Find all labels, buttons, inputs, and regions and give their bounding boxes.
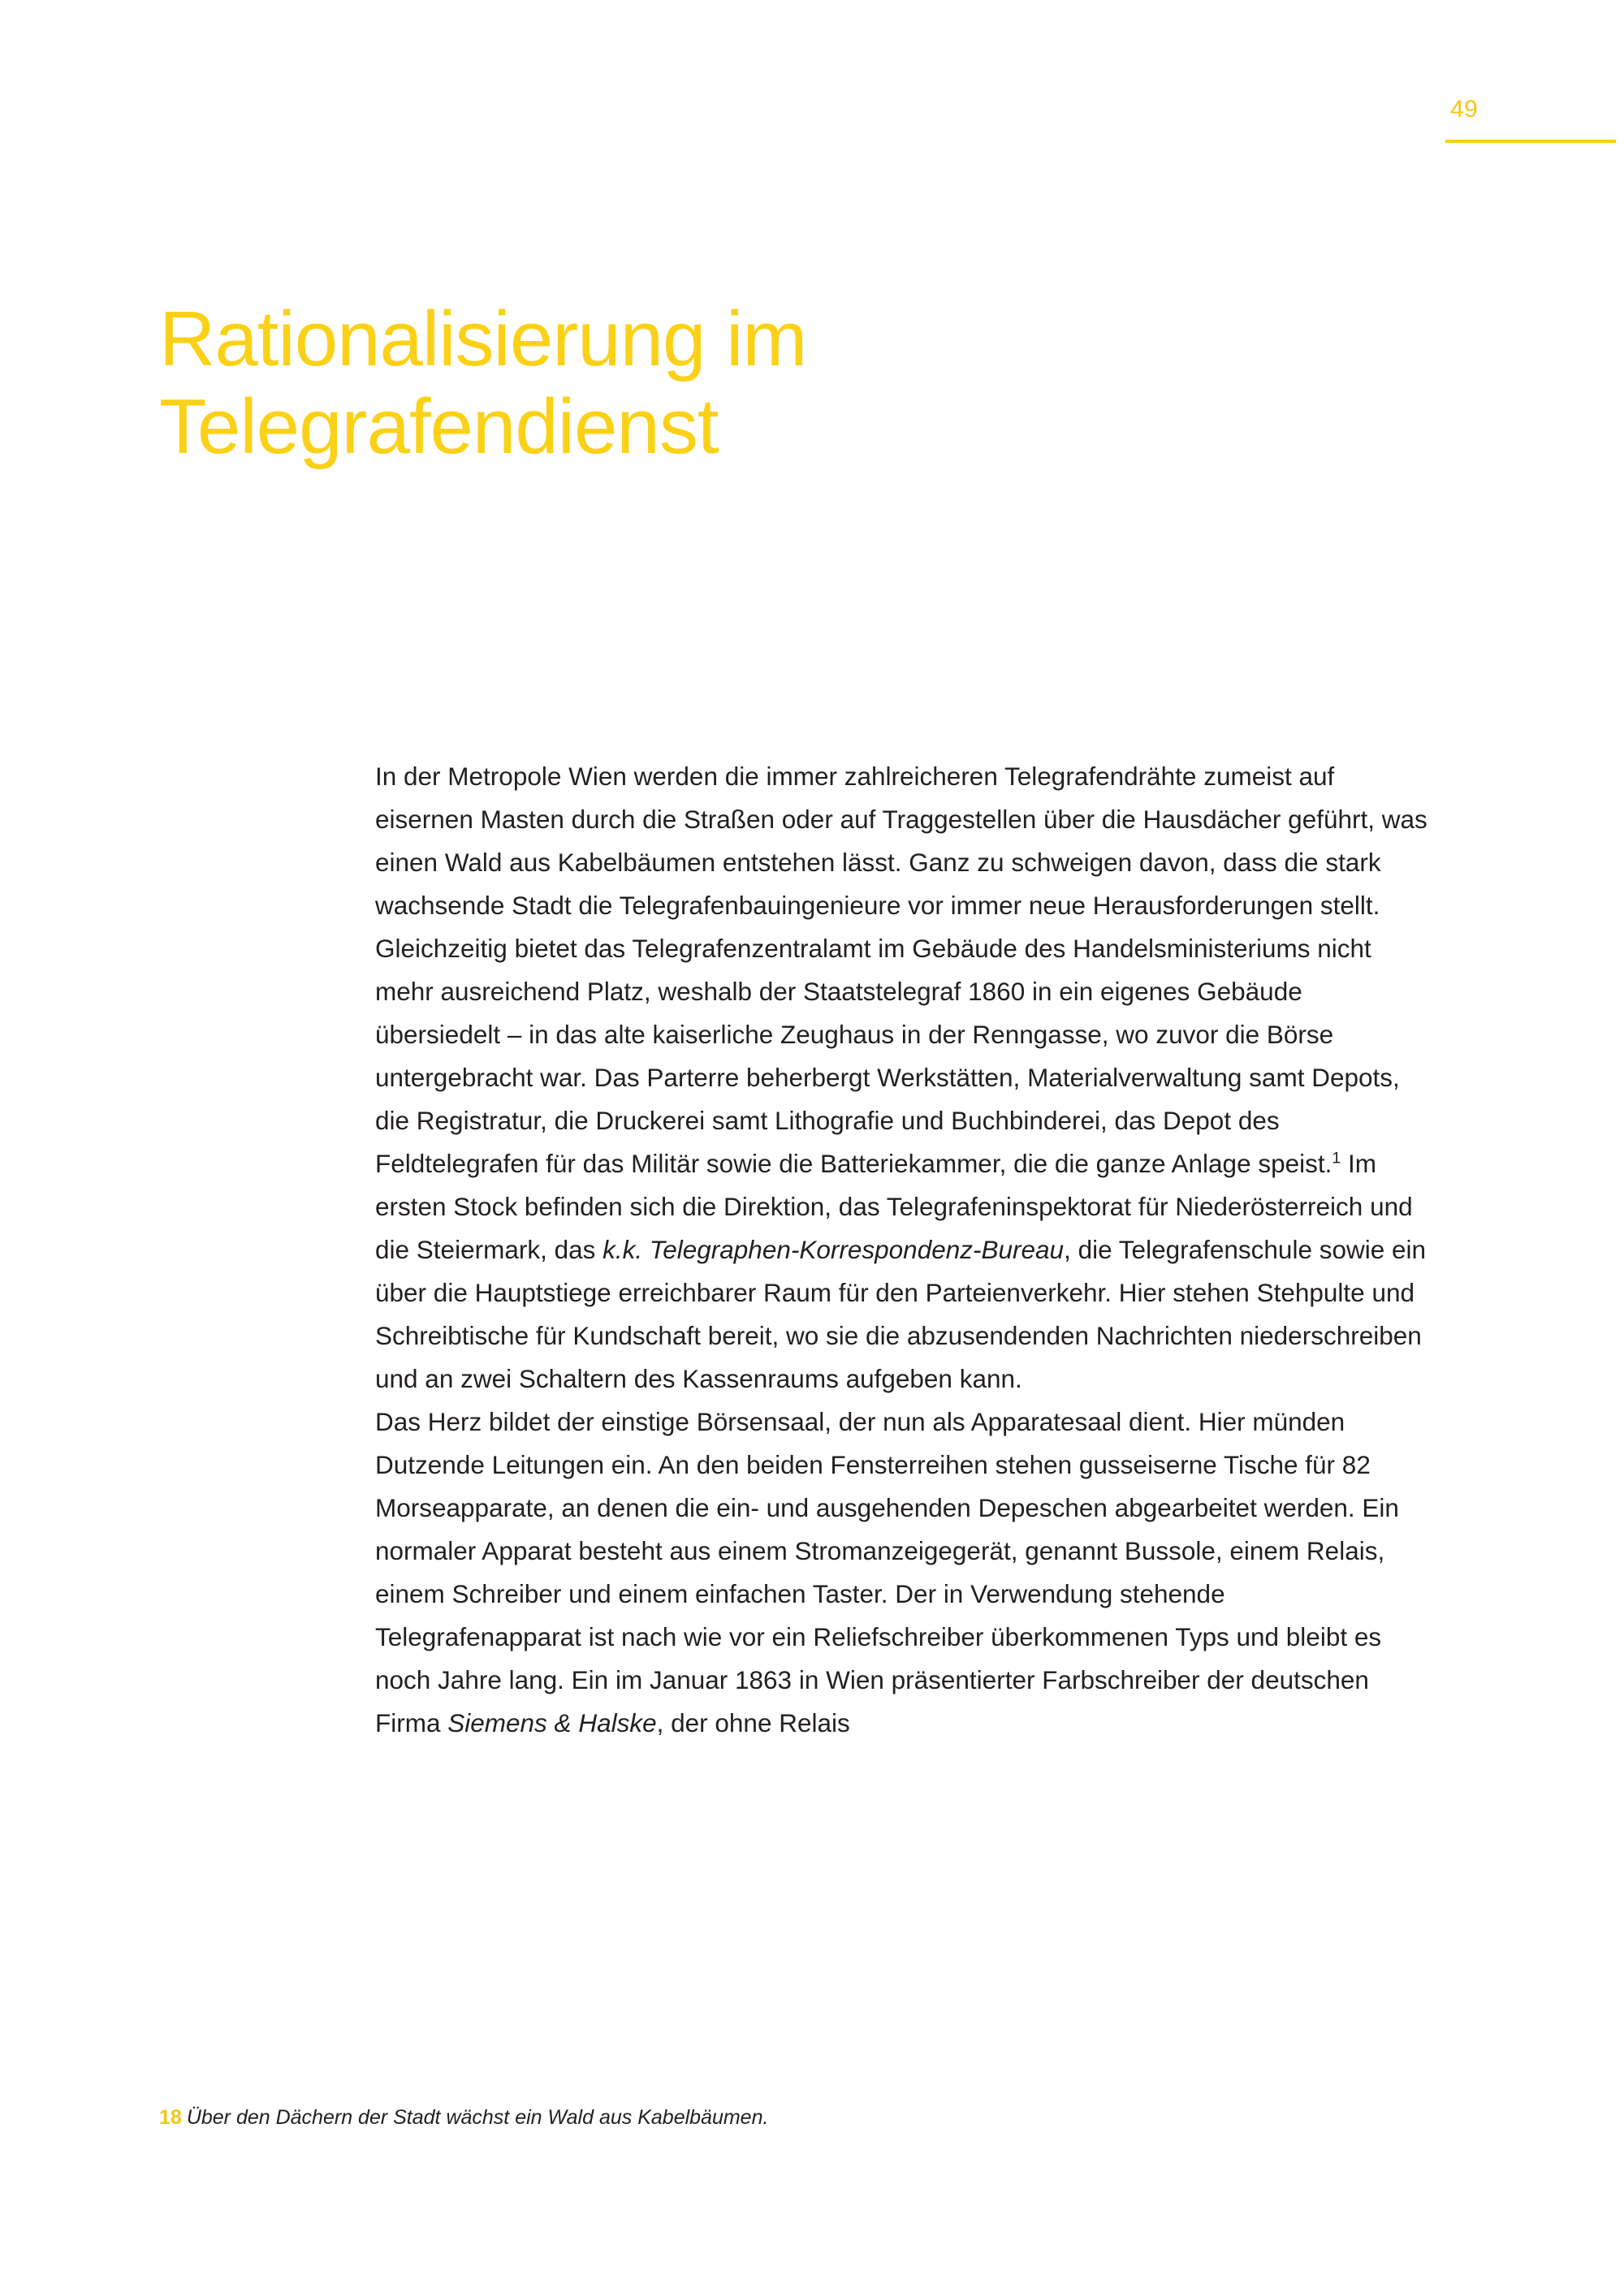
italic-term-1: k.k. Telegraphen-Korrespondenz-Bureau [603, 1235, 1065, 1264]
paragraph-2-part-b: , der ohne Relais [656, 1708, 850, 1737]
paragraph-1-part-a: In der Metropole Wien werden die immer zahlreicheren Telegrafendrähte zumeist auf eisernen Masten durch die Straßen oder auf Traggestellen über die Hausdächer geführt, was einen Wald aus Kabelbäumen entstehen lässt. Ganz zu schweigen davon, dass die stark wachsende Stadt die Telegrafenbauingenieure vor immer neue Herausforderungen stellt. Gleichzeitig bietet das Telegrafenzentralamt im Gebäude des Handelsministeriums nicht mehr ausreichend Platz, weshalb der Staatstelegraf 1860 in ein eigenes Gebäude übersiedelt – in das alte kaiserliche Zeughaus in der Renngasse, wo zuvor die Börse untergebracht war. Das Parterre beherbergt Werkstätten, Materialverwaltung samt Depots, die Registratur, die Druckerei samt Lithografie und Buchbinderei, das Depot des Feldtelegrafen für das Militär sowie die Batteriekammer, die die ganze Anlage speist. [375, 762, 1427, 1178]
footnote-marker: 1 [1332, 1149, 1341, 1168]
page-title [159, 296, 1134, 470]
page-title-line-1: Rationalisierung im [159, 296, 807, 383]
paragraph-1 [375, 755, 1431, 1401]
paragraph-2 [375, 1401, 1431, 1745]
figure-caption-text: Über den Dächern der Stadt wächst ein Wald aus Kabelbäumen. [186, 2106, 769, 2129]
body-text-column [375, 755, 1431, 1745]
paragraph-1-part-b: Im ersten Stock befinden sich die Direktion, das Telegrafeninspektorat für Niederösterreich und die Steiermark, das [375, 1149, 1413, 1264]
figure-number: 18 [159, 2106, 182, 2129]
paragraph-2-part-a: Das Herz bildet der einstige Börsensaal, der nun als Apparatesaal dient. Hier münden Dutzende Leitungen ein. An den beiden Fensterreihen stehen gusseiserne Tische für 82 Morseapparate, an denen die ein- und ausgehenden Depeschen abgearbeitet werden. Ein normaler Apparat besteht aus einem Stromanzeigegerät, genannt Bussole, einem Relais, einem Schreiber und einem einfachen Taster. Der in Verwendung stehende Telegrafenapparat ist nach wie vor ein Reliefschreiber überkommenen Typs und bleibt es noch Jahre lang. Ein im Januar 1863 in Wien präsentierter Farbschreiber der deutschen Firma [375, 1407, 1399, 1737]
folio-rule [1445, 140, 1616, 143]
page-number: 49 [1450, 96, 1479, 123]
italic-term-2: Siemens & Halske [447, 1708, 657, 1737]
page-folio [1445, 97, 1624, 143]
page-title-line-2: Telegrafendienst [159, 382, 719, 470]
figure-caption [159, 2102, 890, 2133]
paragraph-1-part-c: , die Telegrafenschule sowie ein über die Hauptstiege erreichbarer Raum für den Parteienverkehr. Hier stehen Stehpulte und Schreibtische für Kundschaft bereit, wo sie die abzusendenden Nachrichten niederschreiben und an zwei Schaltern des Kassenraums aufgeben kann. [375, 1235, 1427, 1393]
